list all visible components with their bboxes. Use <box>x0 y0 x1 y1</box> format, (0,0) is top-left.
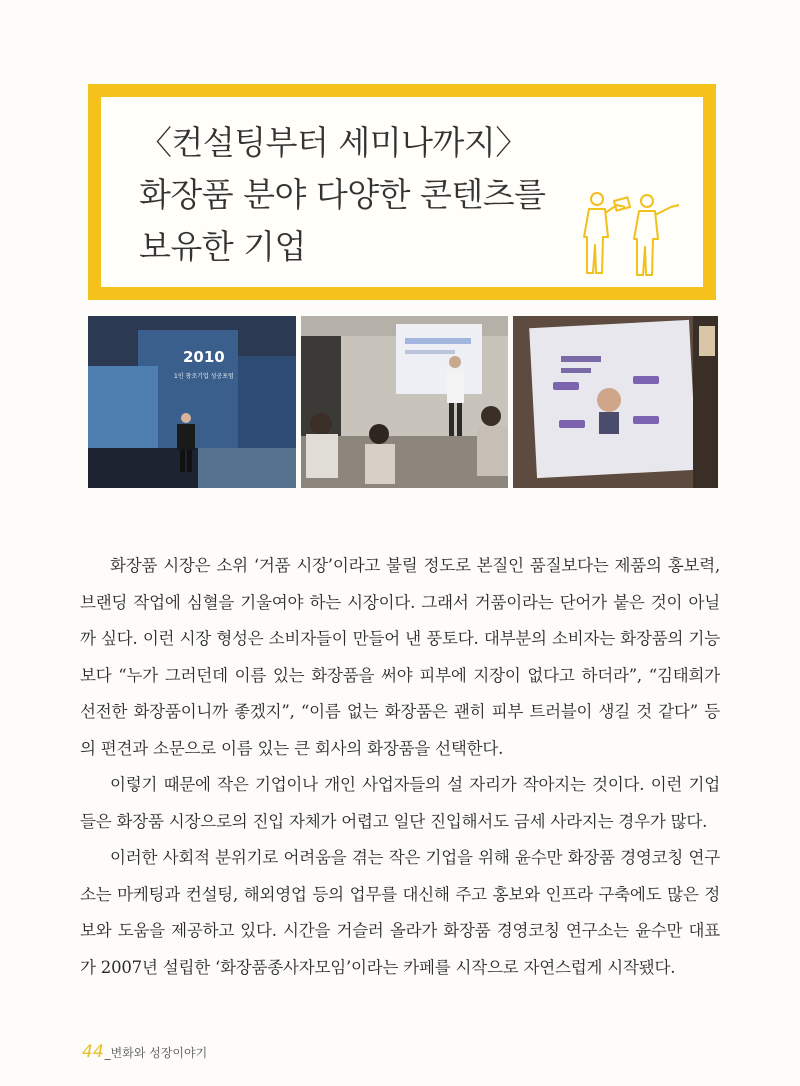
photo-seminar-room <box>301 316 508 488</box>
slide-year-text: 2010 <box>183 348 225 366</box>
presenter-figures-illustration <box>575 189 685 277</box>
photo-presentation-slide <box>513 316 718 488</box>
title-line-2: 화장품 분야 다양한 콘텐츠를 <box>139 175 546 214</box>
title-line-3: 보유한 기업 <box>139 227 306 266</box>
title-box <box>88 84 716 300</box>
title-line-1: 〈컨설팅부터 세미나까지〉 <box>139 123 528 162</box>
article-body <box>80 548 720 986</box>
section-title: _변화와 성장이야기 <box>104 1046 208 1060</box>
paragraph-1: 화장품 시장은 소위 ‘거품 시장’이라고 불릴 정도로 본질인 품질보다는 제품의 홍보력, 브랜딩 작업에 심혈을 기울여야 하는 시장이다. 그래서 거품이라는 단어가 붙은 것이 아닐까 싶다. 이런 시장 형성은 소비자들이 만들어 낸 풍토다. 대부분의 소비자는 화장품의 기능보다 “누가 그러던데 이름 있는 화장품을 써야 피부에 지장이 없다고 하더라”, “김태희가 선전한 화장품이니까 좋겠지”, “이름 없는 화장품은 괜히 피부 트러블이 생길 것 같다” 등의 편견과 소문으로 이름 있는 큰 회사의 화장품을 선택한다. <box>80 556 720 758</box>
page-number: 44 <box>82 1042 104 1062</box>
page-title <box>139 117 546 273</box>
slide-sub-text: 1인 창조기업 성공포럼 <box>174 373 234 380</box>
paragraph-2: 이렇기 때문에 작은 기업이나 개인 사업자들의 설 자리가 작아지는 것이다. 이런 기업들은 화장품 시장으로의 진입 자체가 어렵고 일단 진입해서도 금세 사라지는 경우가 많다. <box>80 775 720 831</box>
photo-forum-stage <box>88 316 296 488</box>
page-footer <box>82 1042 207 1062</box>
photo-strip <box>88 316 718 488</box>
paragraph-3: 이러한 사회적 분위기로 어려움을 겪는 작은 기업을 위해 윤수만 화장품 경영코칭 연구소는 마케팅과 컨설팅, 해외영업 등의 업무를 대신해 주고 홍보와 인프라 구축에도 많은 정보와 도움을 제공하고 있다. 시간을 거슬러 올라가 화장품 경영코칭 연구소는 윤수만 대표가 2007년 설립한 ‘화장품종사자모임’이라는 카페를 시작으로 자연스럽게 시작됐다. <box>80 848 720 977</box>
